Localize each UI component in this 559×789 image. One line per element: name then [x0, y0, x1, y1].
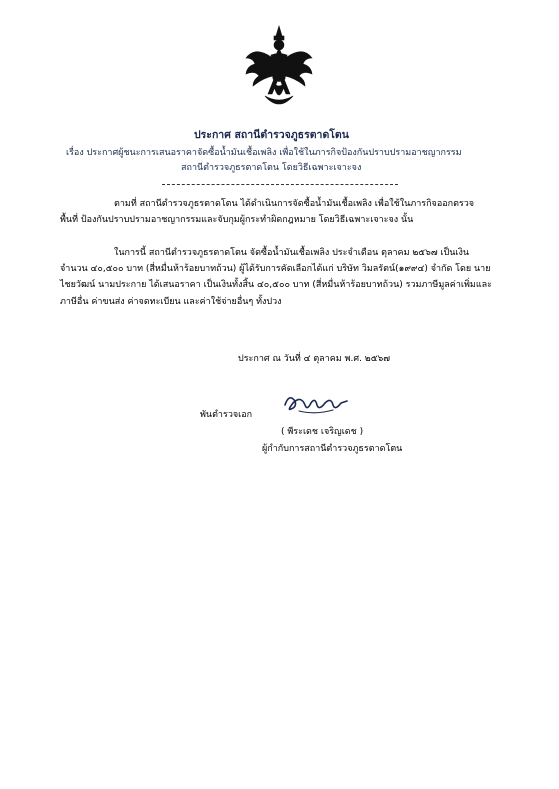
signatory-position: ผู้กำกับการสถานีตำรวจภูธรตาดโตน: [262, 444, 403, 454]
subject-line-1: เรื่อง ประกาศผู้ชนะการเสนอราคาจัดซื้อน้ำมันเชื้อเพลิง เพื่อใช้ในภารกิจป้องกันปราบปรามอาชญากรรม: [66, 148, 462, 158]
paragraph-2-line-1: ในการนี้ สถานีตำรวจภูธรตาดโตน จัดซื้อน้ำมันเชื้อเพลิง ประจำเดือน ตุลาคม ๒๕๖๗ เป็นเงิน: [114, 248, 470, 258]
paragraph-1-line-1: ตามที่ สถานีตำรวจภูธรตาดโตน ได้ดำเนินการจัดซื้อน้ำมันเชื้อเพลิง เพื่อใช้ในภารกิจออกตรวจ: [114, 199, 475, 209]
paragraph-2-line-3: ไชยวัฒน์ นามประกาย ได้เสนอราคา เป็นเงินทั้งสิ้น ๔๐,๕๐๐ บาท (สี่หมื่นห้าร้อยบาทถ้วน) รวมภาษีมูลค่าเพิ่มและ: [60, 280, 492, 290]
announcement-date: ประกาศ ณ วันที่ ๔ ตุลาคม พ.ศ. ๒๕๖๗: [238, 354, 391, 364]
paragraph-2-line-4: ภาษีอื่น ค่าขนส่ง ค่าจดทะเบียน และค่าใช้จ่ายอื่นๆ ทั้งปวง: [60, 297, 282, 307]
document-title: ประกาศ สถานีตำรวจภูธรตาดโตน: [194, 129, 349, 141]
subject-line-2: สถานีตำรวจภูธรตาดโตน โดยวิธีเฉพาะเจาะจง: [181, 163, 362, 173]
garuda-emblem: [243, 24, 315, 112]
paragraph-1-line-2: พื้นที่ ป้องกันปราบปรามอาชญากรรมและจับกุมผู้กระทำผิดกฎหมาย โดยวิธีเฉพาะเจาะจง นั้น: [60, 215, 414, 225]
paragraph-2-line-2: จำนวน ๔๐,๕๐๐ บาท (สี่หมื่นห้าร้อยบาทถ้วน) ผู้ได้รับการคัดเลือกได้แก่ บริษัท วิมลรัตน์(๑๙๙๔) จำกัด โดย นาย: [60, 264, 491, 274]
signatory-rank: พันตำรวจเอก: [200, 410, 253, 420]
signatory-name: ( พีระเดช เจริญเดช ): [281, 427, 364, 437]
dashed-separator: [162, 184, 398, 185]
handwritten-signature: [281, 391, 349, 415]
